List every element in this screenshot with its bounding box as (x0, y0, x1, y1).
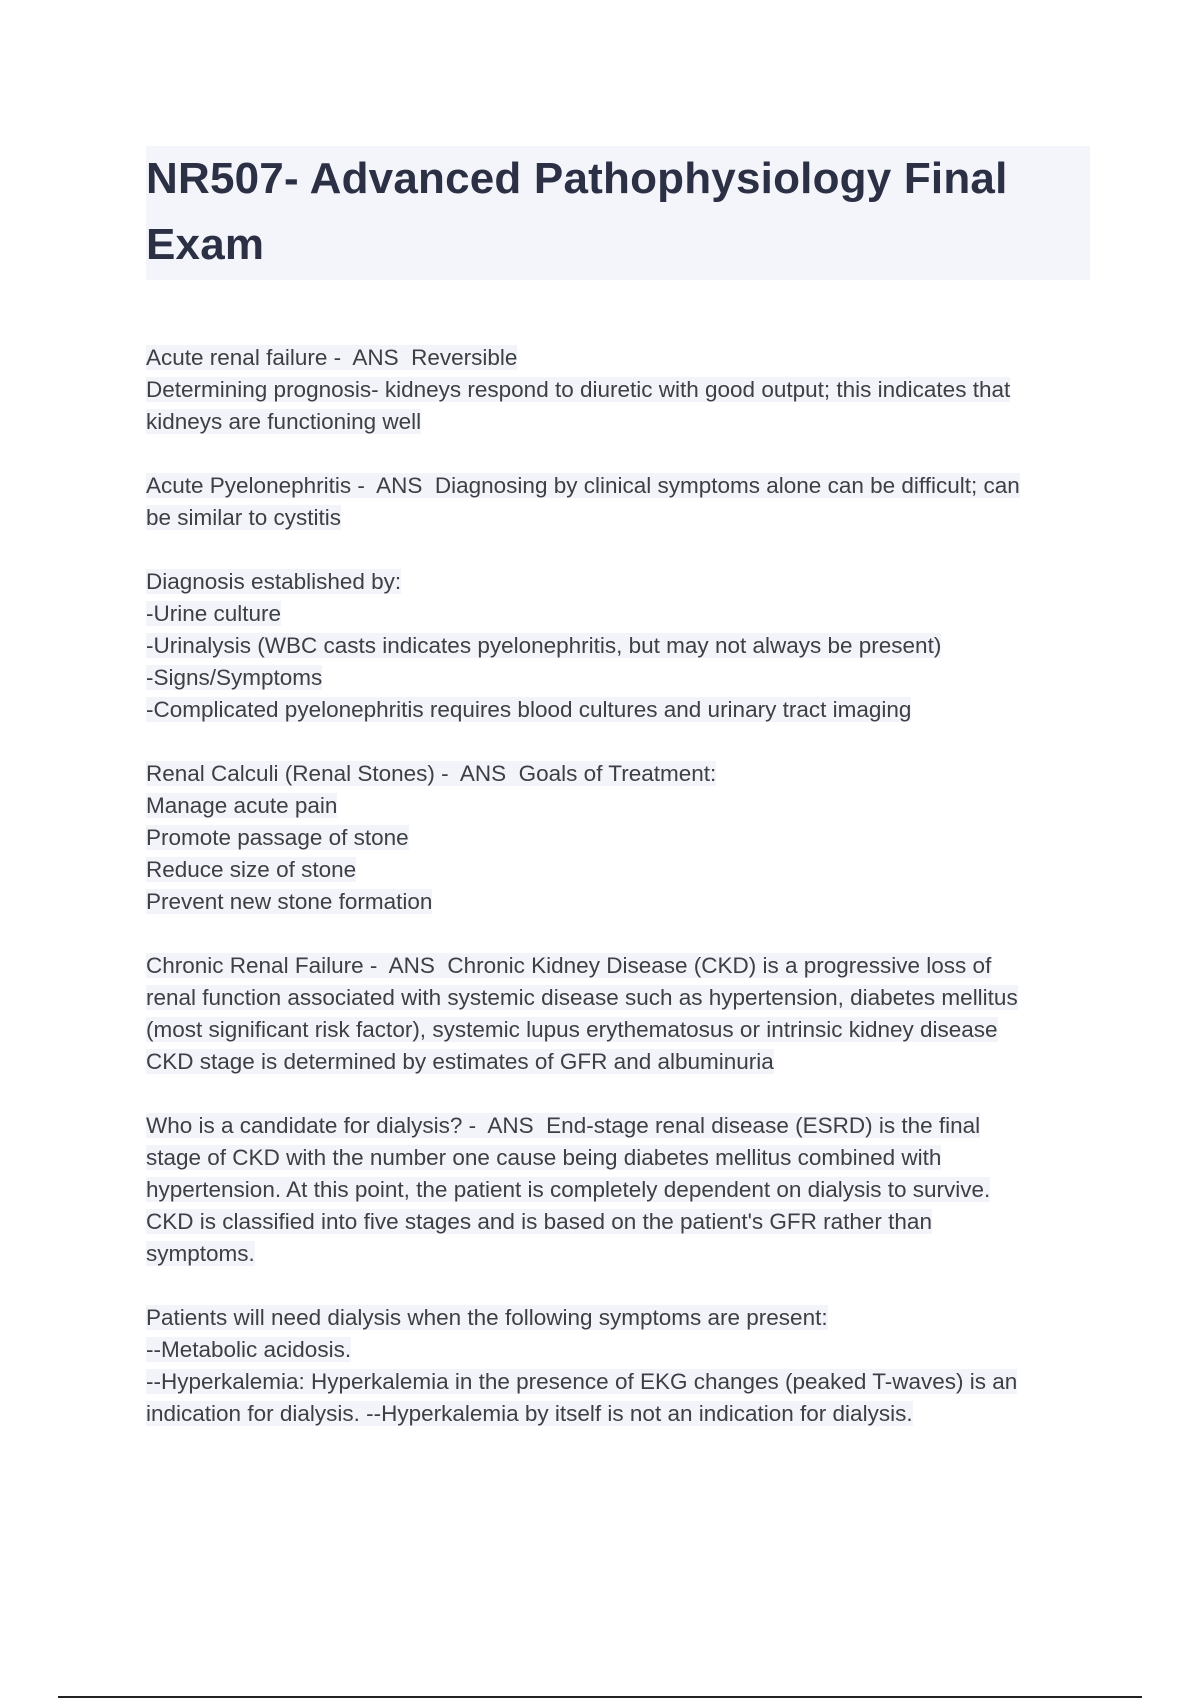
text-line: Promote passage of stone (146, 825, 409, 850)
text-line: stage of CKD with the number one cause being diabetes mellitus combined with (146, 1145, 942, 1170)
text-line: Determining prognosis- kidneys respond to diuretic with good output; this indicates that (146, 377, 1011, 402)
text-line: CKD stage is determined by estimates of GFR and albuminuria (146, 1049, 774, 1074)
text-line: -Urine culture (146, 601, 282, 626)
text-line: Patients will need dialysis when the following symptoms are present: (146, 1305, 828, 1330)
page-bottom-divider (58, 1696, 1142, 1698)
text-line: Who is a candidate for dialysis? - ANS End-stage renal disease (ESRD) is the final (146, 1113, 981, 1138)
entry-renal-calculi (146, 758, 1090, 918)
text-line: --Hyperkalemia: Hyperkalemia in the presence of EKG changes (peaked T-waves) is an (146, 1369, 1018, 1394)
title-block (146, 146, 1090, 280)
text-line: Prevent new stone formation (146, 889, 433, 914)
text-line: renal function associated with systemic disease such as hypertension, diabetes mellitus (146, 985, 1018, 1010)
text-line: Renal Calculi (Renal Stones) - ANS Goals of Treatment: (146, 761, 717, 786)
text-line: -Signs/Symptoms (146, 665, 323, 690)
text-line: Acute renal failure - ANS Reversible (146, 345, 518, 370)
text-line: Chronic Renal Failure - ANS Chronic Kidney Disease (CKD) is a progressive loss of (146, 953, 992, 978)
text-line: (most significant risk factor), systemic lupus erythematosus or intrinsic kidney disease (146, 1017, 998, 1042)
text-line: hypertension. At this point, the patient is completely dependent on dialysis to survive. (146, 1177, 991, 1202)
text-line: -Urinalysis (WBC casts indicates pyelonephritis, but may not always be present) (146, 633, 942, 658)
text-line: Reduce size of stone (146, 857, 357, 882)
text-line: CKD is classified into five stages and is based on the patient's GFR rather than (146, 1209, 932, 1234)
text-line: be similar to cystitis (146, 505, 342, 530)
entry-dialysis-symptoms (146, 1302, 1090, 1430)
text-line: Acute Pyelonephritis - ANS Diagnosing by clinical symptoms alone can be difficult; can (146, 473, 1020, 498)
text-line: --Metabolic acidosis. (146, 1337, 352, 1362)
page-title: NR507- Advanced Pathophysiology Final Exam (146, 154, 1008, 269)
text-line: Diagnosis established by: (146, 569, 402, 594)
document-body (146, 342, 1090, 1462)
entry-dialysis-candidate (146, 1110, 1090, 1270)
text-line: symptoms. (146, 1241, 255, 1266)
text-line: -Complicated pyelonephritis requires blood cultures and urinary tract imaging (146, 697, 912, 722)
text-line: indication for dialysis. --Hyperkalemia by itself is not an indication for dialysis. (146, 1401, 913, 1426)
entry-acute-pyelonephritis (146, 470, 1090, 534)
text-line: kidneys are functioning well (146, 409, 422, 434)
text-line: Manage acute pain (146, 793, 338, 818)
entry-chronic-renal-failure (146, 950, 1090, 1078)
entry-diagnosis-established (146, 566, 1090, 726)
entry-acute-renal-failure (146, 342, 1090, 438)
